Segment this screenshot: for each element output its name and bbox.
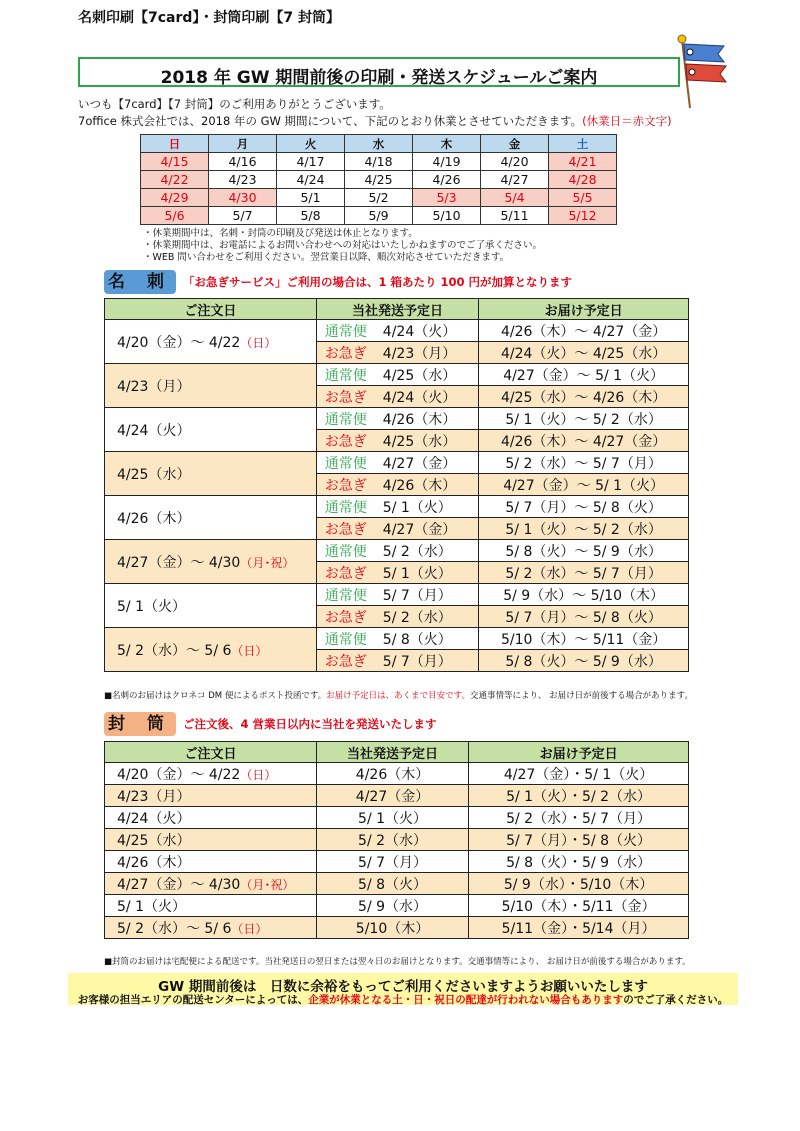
rush-label: お急ぎ [324, 521, 367, 538]
normal-ship-date: 5/ 7（月） [382, 587, 452, 604]
normal-ship-cell [316, 320, 478, 342]
col-order-date: ご注文日 [105, 742, 317, 763]
normal-label: 通常便 [324, 367, 367, 384]
order-date: 5/ 2（水）～ 5/ 6 [117, 920, 232, 937]
order-date-cell [105, 452, 317, 496]
note-line: ・休業期間中は、名刺・封筒の印刷及び発送は休止となります。 [143, 228, 418, 239]
rush-deliver-date: 4/27（金）～ 5/ 1（火） [479, 474, 689, 496]
rush-label: お急ぎ [324, 345, 367, 362]
table-row [105, 763, 689, 785]
ship-date: 4/27（金） [316, 785, 468, 807]
order-date-holiday: （日） [231, 643, 268, 658]
normal-ship-date: 4/25（水） [382, 367, 457, 384]
order-date-cell [105, 364, 317, 408]
rush-label: お急ぎ [324, 433, 367, 450]
normal-deliver-date: 5/ 8（火）～ 5/ 9（水） [479, 540, 689, 562]
weekday-header: 木 [413, 135, 481, 153]
normal-deliver-date: 5/ 9（水）～ 5/10（木） [479, 584, 689, 606]
holiday-legend: (休業日＝赤文字) [582, 114, 672, 128]
rush-ship-date: 4/26（木） [382, 477, 457, 494]
notice-text-red: 企業が休業となる土・日・祝日の配達が行われない場合もあります [308, 994, 624, 1006]
order-date: 5/ 2（水）～ 5/ 6 [117, 642, 232, 659]
footnote-red-text: お届け予定日は、あくまで目安です。 [326, 691, 470, 701]
order-date-cell [105, 851, 317, 873]
table-row [105, 364, 689, 386]
order-date-holiday: （日） [231, 921, 268, 936]
calendar-day: 5/10 [413, 207, 481, 225]
calendar-day: 4/30 [209, 189, 277, 207]
normal-ship-cell [316, 452, 478, 474]
ship-date: 5/ 7（月） [316, 851, 468, 873]
deliver-date: 5/ 1（火）・5/ 2（水） [469, 785, 689, 807]
calendar-body [141, 153, 617, 225]
futo-heading: 封 筒 [104, 712, 176, 736]
rush-ship-cell [316, 606, 478, 628]
calendar-day: 5/11 [481, 207, 549, 225]
col-order-date: ご注文日 [105, 299, 317, 320]
calendar-day: 5/2 [345, 189, 413, 207]
order-date-cell [105, 584, 317, 628]
calendar-day: 4/15 [141, 153, 209, 171]
table-row [105, 408, 689, 430]
futo-footnote: ■封筒のお届けは宅配便による配送です。当社発送日の翌日または翌々日のお届けとなります。交通事情等により、 お届け日が前後する場合があります。 [104, 957, 691, 967]
normal-label: 通常便 [324, 411, 367, 428]
calendar-day: 4/24 [277, 171, 345, 189]
table-row [105, 320, 689, 342]
calendar-week-row [141, 171, 617, 189]
table-row [105, 540, 689, 562]
normal-ship-date: 4/24（火） [382, 323, 457, 340]
order-date: 4/20（金）～ 4/22 [117, 334, 241, 351]
order-date-holiday: （日） [240, 767, 277, 782]
calendar-notes [143, 228, 542, 264]
table-row [105, 807, 689, 829]
normal-ship-cell [316, 408, 478, 430]
calendar-week-row [141, 153, 617, 171]
normal-label: 通常便 [324, 455, 367, 472]
normal-deliver-date: 5/ 2（水）～ 5/ 7（月） [479, 452, 689, 474]
order-date-cell [105, 540, 317, 584]
table-row [105, 628, 689, 650]
calendar-day: 4/16 [209, 153, 277, 171]
futo-schedule-table [104, 741, 689, 939]
order-date-cell [105, 628, 317, 672]
rush-ship-cell [316, 342, 478, 364]
order-date: 4/20（金）～ 4/22 [117, 766, 241, 783]
deliver-date: 4/27（金）・5/ 1（火） [469, 763, 689, 785]
rush-ship-date: 4/23（月） [382, 345, 457, 362]
rush-ship-cell [316, 650, 478, 672]
order-date: 4/27（金）～ 4/30 [117, 554, 241, 571]
rush-deliver-date: 4/26（木）～ 4/27（金） [479, 430, 689, 452]
rush-label: お急ぎ [324, 389, 367, 406]
calendar-day: 4/26 [413, 171, 481, 189]
order-date-cell [105, 917, 317, 939]
order-date-holiday: （日） [240, 335, 277, 350]
deliver-date: 5/10（木）・5/11（金） [469, 895, 689, 917]
calendar-day: 5/9 [345, 207, 413, 225]
footnote-text-2: 交通事情等により、 お届け日が前後する場合があります。 [469, 691, 693, 701]
notice-text-a: お客様の担当エリアの配送センターによっては、 [77, 994, 309, 1006]
calendar-day: 5/12 [549, 207, 617, 225]
normal-label: 通常便 [324, 323, 367, 340]
futo-note: ご注文後、4 営業日以内に当社を発送いたします [183, 717, 437, 731]
greeting-text: 7office 株式会社では、2018 年の GW 期間について、下記のとおり休業とさせていただきます。 [78, 114, 583, 128]
holiday-calendar [140, 134, 617, 225]
weekday-header: 火 [277, 135, 345, 153]
weekday-header: 水 [345, 135, 413, 153]
normal-ship-cell [316, 364, 478, 386]
order-date: 4/25（水） [117, 466, 191, 483]
normal-label: 通常便 [324, 631, 367, 648]
meishi-rush-note: 「お急ぎサービス」ご利用の場合は、1 箱あたり 100 円が加算となります [183, 275, 573, 289]
rush-deliver-date: 5/ 2（水）～ 5/ 7（月） [479, 562, 689, 584]
ship-date: 5/10（木） [316, 917, 468, 939]
normal-label: 通常便 [324, 499, 367, 516]
greeting-line-1: いつも【7card】【7 封筒】のご利用ありがとうございます。 [78, 97, 391, 111]
meishi-footnote [104, 689, 693, 701]
greeting-line-2 [78, 113, 672, 129]
order-date: 5/ 1（火） [117, 898, 186, 915]
page-title: 2018 年 GW 期間前後の印刷・発送スケジュールご案内 [160, 68, 598, 88]
title-box [78, 57, 680, 87]
table-header-row [105, 299, 689, 320]
table-row [105, 452, 689, 474]
rush-ship-date: 5/ 7（月） [382, 653, 452, 670]
rush-ship-date: 5/ 1（火） [382, 565, 452, 582]
col-ship-date: 当社発送予定日 [316, 742, 468, 763]
rush-label: お急ぎ [324, 477, 367, 494]
calendar-day: 4/28 [549, 171, 617, 189]
normal-label: 通常便 [324, 587, 367, 604]
ship-date: 5/ 8（火） [316, 873, 468, 895]
deliver-date: 5/11（金）・5/14（月） [469, 917, 689, 939]
order-date: 4/23（月） [117, 788, 191, 805]
col-ship-date: 当社発送予定日 [316, 299, 478, 320]
normal-ship-date: 4/27（金） [382, 455, 457, 472]
table-row [105, 917, 689, 939]
footnote-text: ■名刺のお届けはクロネコ DM 便によるポスト投函です。 [104, 691, 327, 701]
calendar-weekday-row [141, 135, 617, 153]
normal-deliver-date: 5/10（木）～ 5/11（金） [479, 628, 689, 650]
koinobori-icon [672, 34, 728, 110]
normal-ship-cell [316, 584, 478, 606]
deliver-date: 5/ 9（水）・5/10（木） [469, 873, 689, 895]
calendar-day: 5/6 [141, 207, 209, 225]
table-header-row [105, 742, 689, 763]
normal-ship-date: 5/ 8（火） [382, 631, 452, 648]
order-date: 4/27（金）～ 4/30 [117, 876, 241, 893]
meishi-table-body [105, 320, 689, 672]
rush-ship-date: 5/ 2（水） [382, 609, 452, 626]
normal-ship-cell [316, 628, 478, 650]
order-date-cell [105, 320, 317, 364]
rush-ship-date: 4/27（金） [382, 521, 457, 538]
order-date-holiday: （月･祝） [240, 555, 295, 570]
order-date: 4/26（木） [117, 510, 191, 527]
col-deliver-date: お届け予定日 [469, 742, 689, 763]
calendar-day: 5/5 [549, 189, 617, 207]
rush-deliver-date: 5/ 1（火）～ 5/ 2（水） [479, 518, 689, 540]
order-date-cell [105, 873, 317, 895]
order-date: 5/ 1（火） [117, 598, 186, 615]
note-line: ・WEB 問い合わせをご利用ください。翌営業日以降、順次対応させていただきます。 [143, 252, 510, 263]
rush-label: お急ぎ [324, 653, 367, 670]
futo-table-body [105, 763, 689, 939]
calendar-day: 4/22 [141, 171, 209, 189]
calendar-day: 5/1 [277, 189, 345, 207]
normal-deliver-date: 4/26（木）～ 4/27（金） [479, 320, 689, 342]
order-date-holiday: （月･祝） [240, 877, 295, 892]
normal-deliver-date: 5/ 1（火）～ 5/ 2（水） [479, 408, 689, 430]
ship-date: 5/ 2（水） [316, 829, 468, 851]
rush-ship-cell [316, 386, 478, 408]
calendar-day: 5/3 [413, 189, 481, 207]
meishi-schedule-table [104, 298, 689, 672]
col-deliver-date: お届け予定日 [479, 299, 689, 320]
bottom-notice [68, 973, 738, 1005]
table-row [105, 851, 689, 873]
table-row [105, 785, 689, 807]
deliver-date: 5/ 8（火）・5/ 9（水） [469, 851, 689, 873]
order-date-cell [105, 829, 317, 851]
weekday-header: 土 [549, 135, 617, 153]
order-date: 4/24（火） [117, 422, 191, 439]
normal-label: 通常便 [324, 543, 367, 560]
order-date-cell [105, 785, 317, 807]
table-row [105, 584, 689, 606]
ship-date: 4/26（木） [316, 763, 468, 785]
order-date-cell [105, 895, 317, 917]
table-row [105, 895, 689, 917]
rush-deliver-date: 5/ 7（月）～ 5/ 8（火） [479, 606, 689, 628]
calendar-day: 4/23 [209, 171, 277, 189]
weekday-header: 金 [481, 135, 549, 153]
calendar-day: 4/21 [549, 153, 617, 171]
order-date-cell [105, 763, 317, 785]
rush-deliver-date: 4/25（水）～ 4/26（木） [479, 386, 689, 408]
rush-ship-cell [316, 562, 478, 584]
normal-deliver-date: 4/27（金）～ 5/ 1（火） [479, 364, 689, 386]
normal-ship-date: 5/ 1（火） [382, 499, 452, 516]
calendar-day: 4/18 [345, 153, 413, 171]
table-row [105, 873, 689, 895]
deliver-date: 5/ 2（水）・5/ 7（月） [469, 807, 689, 829]
bottom-notice-line-2 [68, 992, 738, 1007]
calendar-day: 4/25 [345, 171, 413, 189]
deliver-date: 5/ 7（月）・5/ 8（火） [469, 829, 689, 851]
rush-ship-cell [316, 430, 478, 452]
ship-date: 5/ 9（水） [316, 895, 468, 917]
calendar-week-row [141, 207, 617, 225]
rush-ship-date: 4/24（火） [382, 389, 457, 406]
notice-text-b: のでご了承ください。 [623, 994, 729, 1006]
order-date: 4/23（月） [117, 378, 191, 395]
weekday-header: 月 [209, 135, 277, 153]
calendar-week-row [141, 189, 617, 207]
normal-ship-date: 4/26（木） [382, 411, 457, 428]
rush-ship-cell [316, 518, 478, 540]
order-date-cell [105, 408, 317, 452]
normal-deliver-date: 5/ 7（月）～ 5/ 8（火） [479, 496, 689, 518]
order-date-cell [105, 496, 317, 540]
normal-ship-cell [316, 540, 478, 562]
rush-label: お急ぎ [324, 609, 367, 626]
order-date-cell [105, 807, 317, 829]
table-row [105, 496, 689, 518]
rush-deliver-date: 4/24（火）～ 4/25（水） [479, 342, 689, 364]
calendar-day: 4/27 [481, 171, 549, 189]
calendar-day: 5/4 [481, 189, 549, 207]
calendar-day: 5/8 [277, 207, 345, 225]
weekday-header: 日 [141, 135, 209, 153]
ship-date: 5/ 1（火） [316, 807, 468, 829]
order-date: 4/24（火） [117, 810, 191, 827]
rush-ship-date: 4/25（水） [382, 433, 457, 450]
bottom-notice-line-1: GW 期間前後は 日数に余裕をもってご利用くださいますようお願いいたします [158, 979, 648, 995]
calendar-day: 5/7 [209, 207, 277, 225]
note-line: ・休業期間中は、お電話によるお問い合わせへの対応はいたしかねますのでご了承ください。 [143, 240, 543, 251]
normal-ship-cell [316, 496, 478, 518]
rush-deliver-date: 5/ 8（火）～ 5/ 9（水） [479, 650, 689, 672]
meishi-heading: 名 刺 [104, 270, 176, 294]
order-date: 4/25（水） [117, 832, 191, 849]
calendar-day: 4/19 [413, 153, 481, 171]
calendar-day: 4/20 [481, 153, 549, 171]
rush-ship-cell [316, 474, 478, 496]
normal-ship-date: 5/ 2（水） [382, 543, 452, 560]
table-row [105, 829, 689, 851]
order-date: 4/26（木） [117, 854, 191, 871]
calendar-day: 4/29 [141, 189, 209, 207]
rush-label: お急ぎ [324, 565, 367, 582]
calendar-day: 4/17 [277, 153, 345, 171]
top-label: 名刺印刷【7card】・封筒印刷【7 封筒】 [78, 10, 341, 26]
